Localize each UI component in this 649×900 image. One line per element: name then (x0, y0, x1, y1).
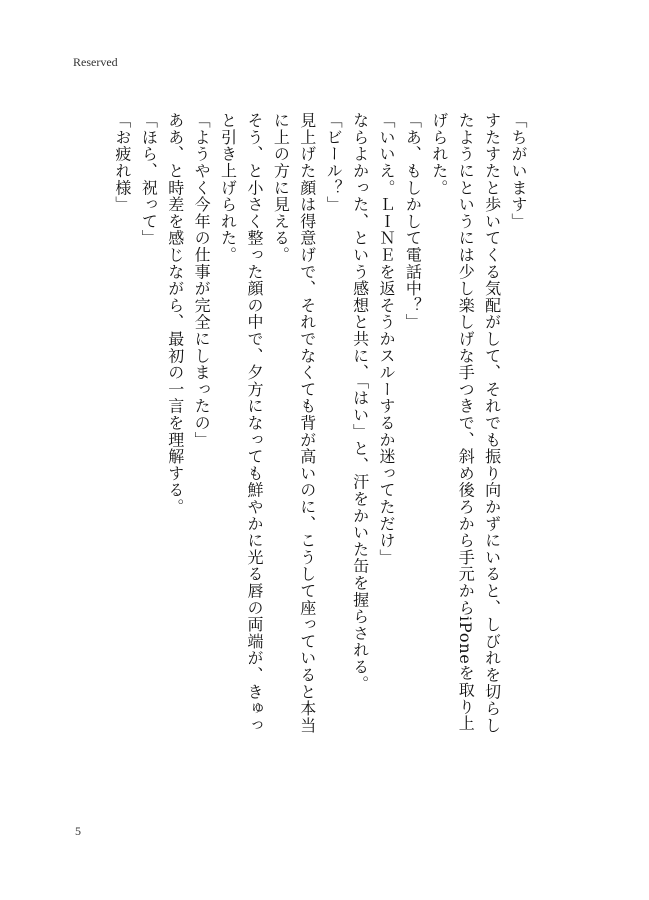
text-line: げられた。 (429, 112, 449, 196)
text-line: たようにというには少し楽しげな手つきで、斜め後ろから手元からiPoneを取り上 (456, 112, 476, 732)
text-line: 「ほら、祝って」 (139, 112, 159, 247)
text-line: すたすたと歩いてくる気配がして、それでも振り向かずにいると、しびれを切らし (482, 112, 502, 734)
text-line: 「ビール？」 (324, 112, 344, 213)
text-line: 見上げた顔は得意げで、それでなくても背が高いのに、こうして座っていると本当 (297, 112, 317, 734)
text-line: に上の方に見える。 (271, 112, 291, 264)
text-line: ああ、と時差を感じながら、最初の一言を理解する。 (165, 112, 185, 516)
text-line: 「いいえ。ＬＩＮＥを返そうかスルーするか迷ってただけ」 (376, 112, 396, 566)
text-line: 「お疲れ様」 (112, 112, 132, 213)
text-line: 「ようやく今年の仕事が完全にしまったの」 (192, 112, 212, 448)
running-header: Reserved (73, 55, 118, 69)
text-line: 「ちがいます」 (509, 112, 528, 230)
text-line: と引き上げられた。 (218, 112, 238, 264)
vertical-text-body (109, 112, 532, 812)
page-number: 5 (75, 824, 81, 838)
text-line: ならよかった、という感想と共に、「はい」と、汗をかいた缶を握らされる。 (350, 112, 370, 692)
text-line: 「あ、もしかして電話中？」 (403, 112, 423, 331)
text-line: そう、と小さく整った顔の中で、夕方になっても鮮やかに光る唇の両端が、きゅっ (244, 112, 264, 734)
